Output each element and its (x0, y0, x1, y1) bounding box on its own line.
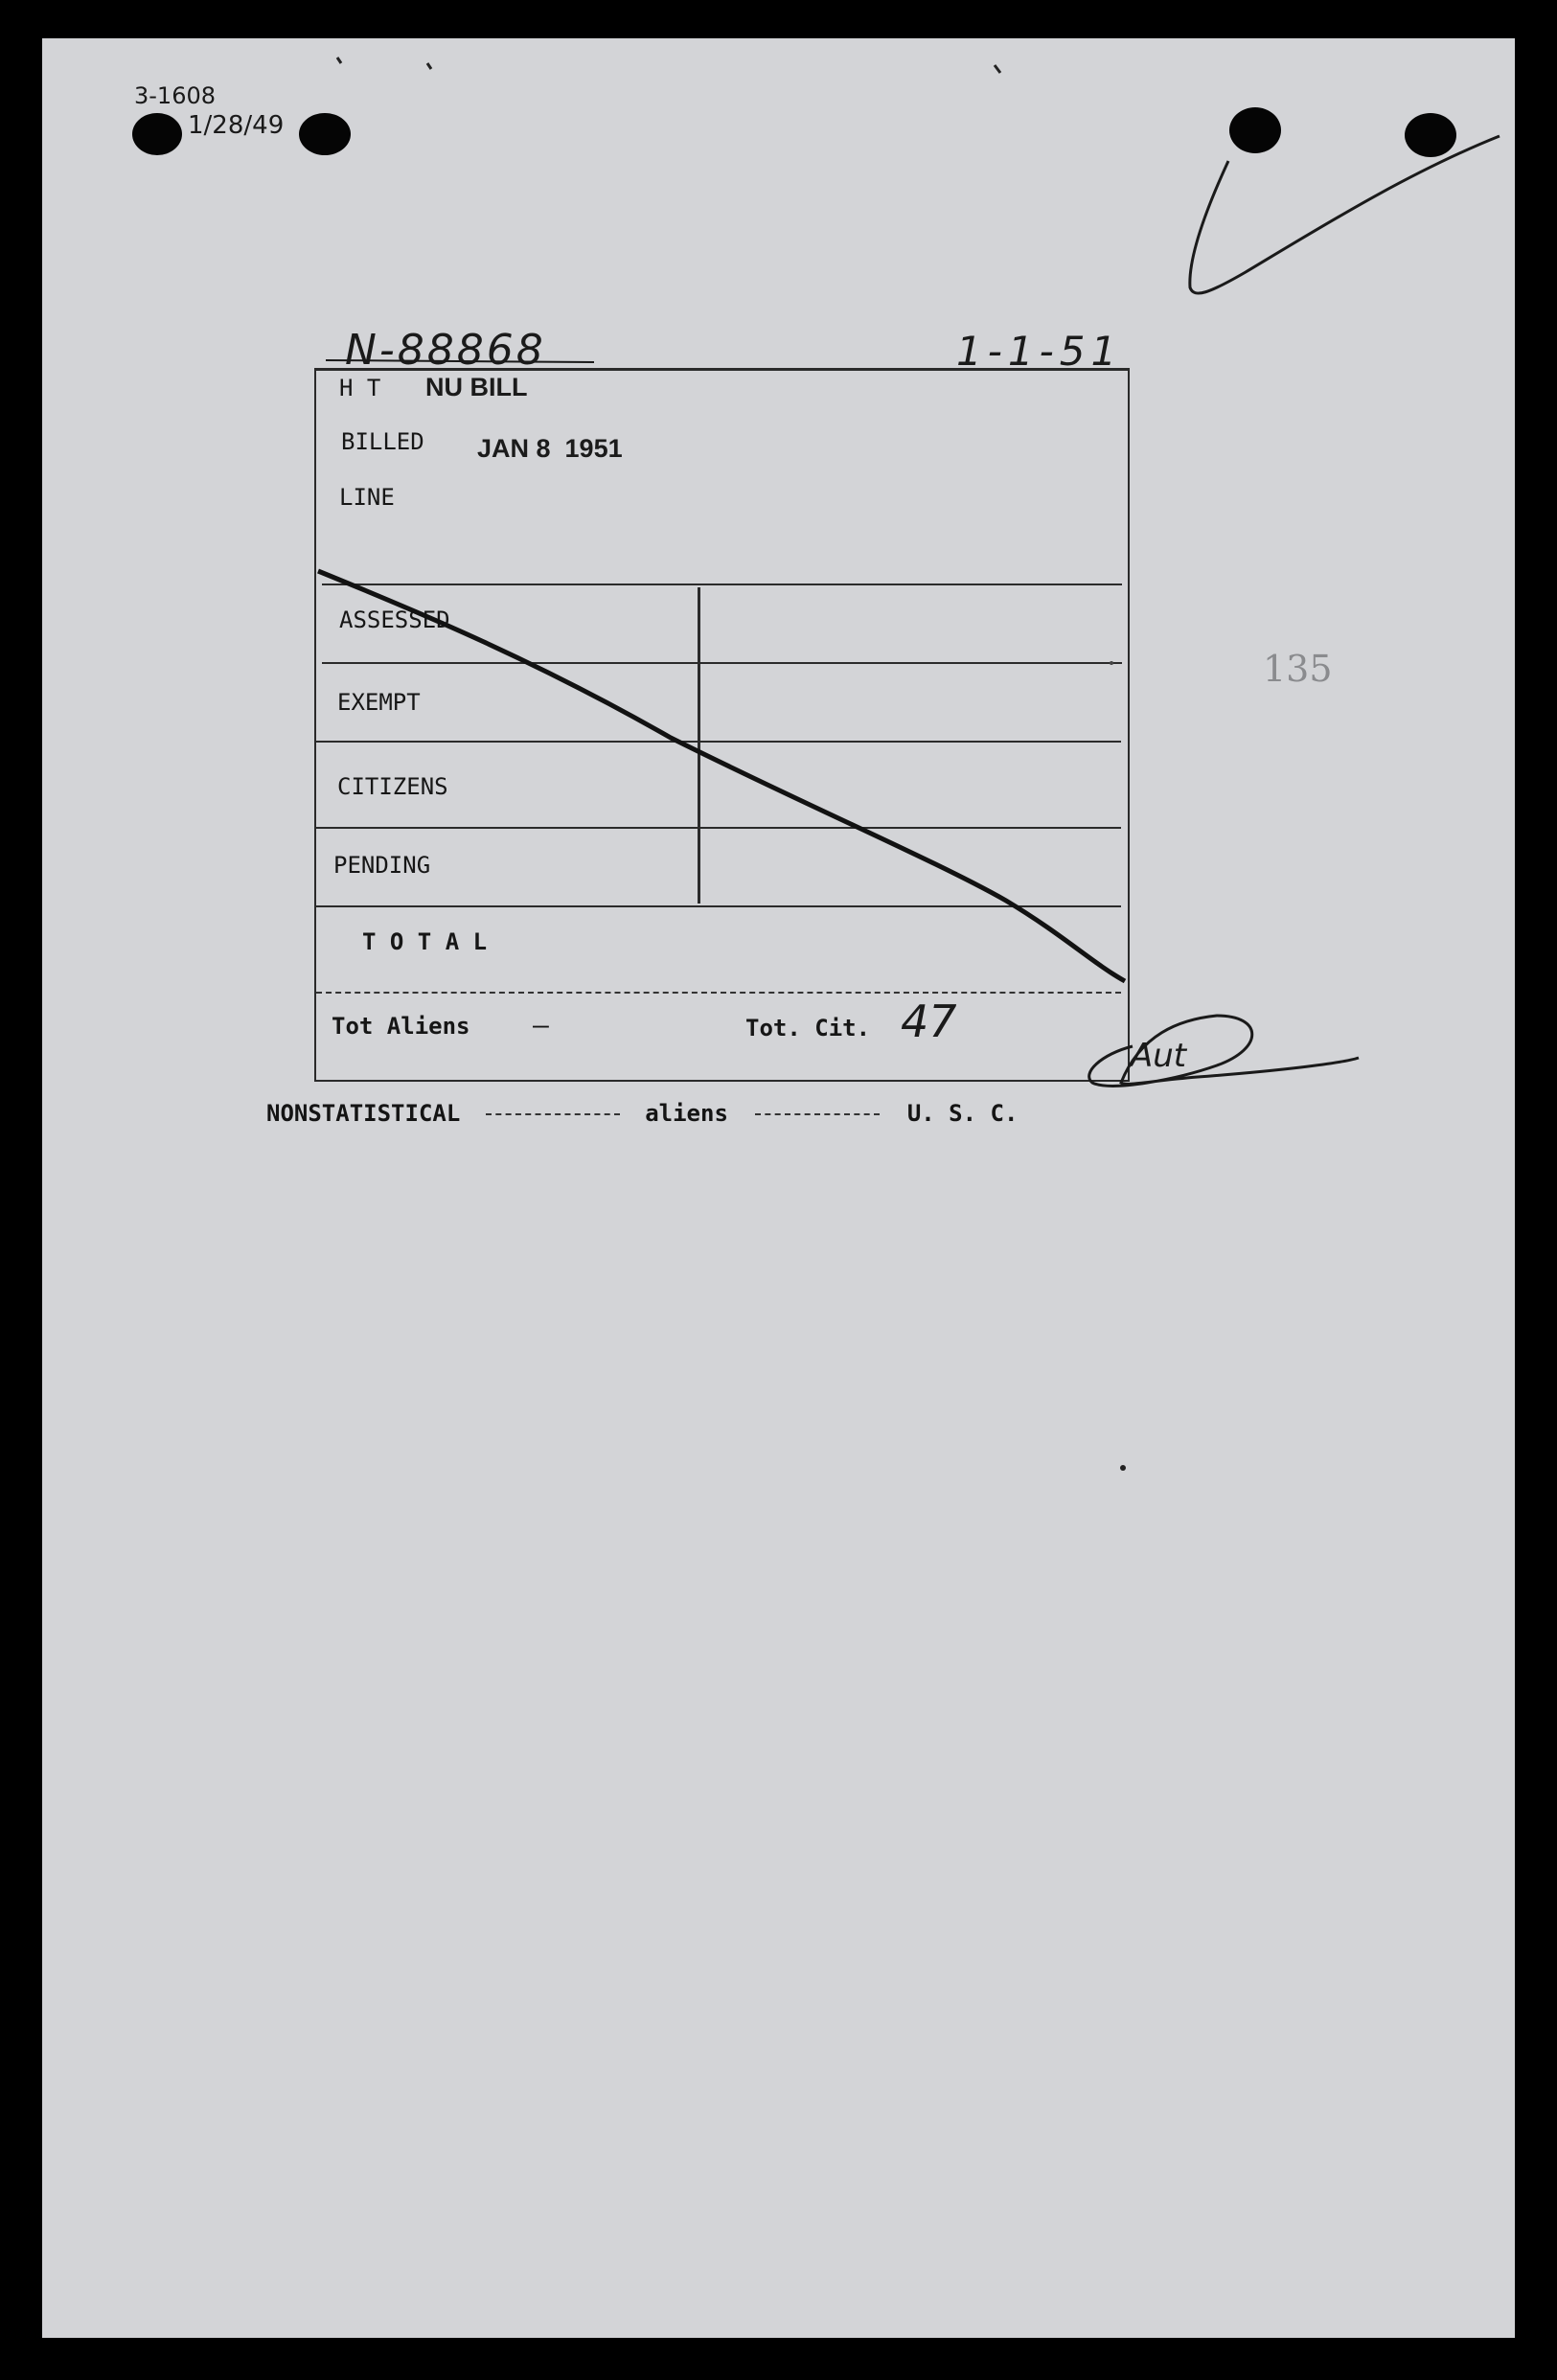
label-billed: BILLED (341, 428, 424, 455)
label-tot-cit: Tot. Cit. (745, 1015, 871, 1041)
blank-aliens (755, 1113, 880, 1115)
case-number: N-88868 (345, 326, 546, 375)
label-total: T O T A L (362, 928, 488, 955)
file-date: 1/28/49 (188, 111, 285, 140)
value-tot-cit: 47 (901, 995, 957, 1047)
punch-hole-top-left-1 (132, 113, 182, 155)
label-pending: PENDING (333, 852, 431, 879)
page-number: 135 (1263, 648, 1333, 690)
value-tot-aliens: — (533, 1009, 549, 1041)
punch-hole-top-right-2 (1405, 113, 1456, 157)
column-divider (698, 587, 700, 904)
label-ht: H T (339, 375, 381, 401)
initials: Aut (1131, 1037, 1187, 1075)
divider-2 (322, 662, 1122, 664)
label-aliens: aliens (645, 1100, 728, 1127)
punch-hole-top-right-1 (1229, 107, 1281, 153)
label-citizens: CITIZENS (337, 773, 448, 800)
footer-line (266, 1100, 1018, 1127)
label-tot-aliens: Tot Aliens (332, 1013, 470, 1040)
blank-nonstatistical (486, 1113, 620, 1115)
divider-6 (316, 992, 1121, 994)
divider-4 (316, 827, 1121, 829)
divider-3 (316, 741, 1121, 743)
divider-1 (322, 584, 1122, 585)
handwritten-date: 1-1-51 (956, 328, 1123, 375)
label-line: LINE (339, 484, 395, 511)
divider-5 (316, 905, 1121, 907)
label-assessed: ASSESSED (339, 606, 450, 633)
tally-form (314, 368, 1130, 1082)
billed-date-stamp: JAN 8 1951 (477, 434, 623, 463)
nu-bill-stamp: NU BILL (425, 373, 528, 401)
punch-hole-top-left-2 (299, 113, 351, 155)
label-nonstatistical: NONSTATISTICAL (266, 1100, 461, 1127)
label-usc: U. S. C. (906, 1100, 1019, 1127)
label-exempt: EXEMPT (337, 689, 421, 716)
file-number: 3-1608 (134, 82, 217, 109)
